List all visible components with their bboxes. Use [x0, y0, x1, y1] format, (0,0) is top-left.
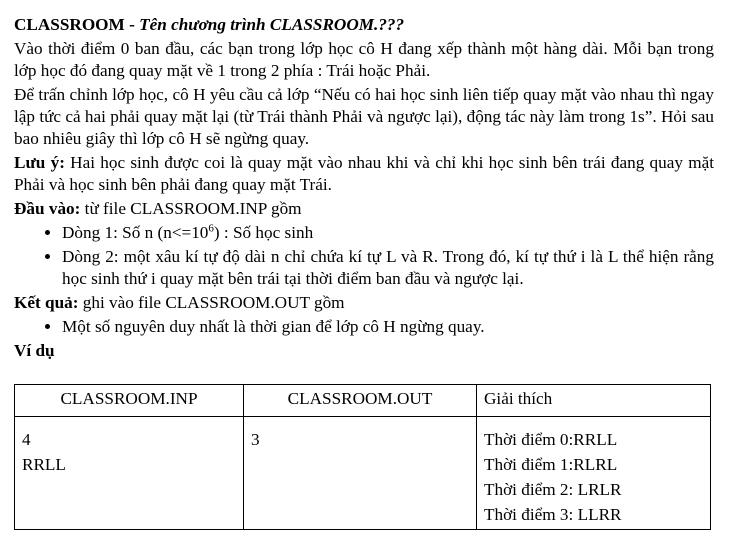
problem-title [14, 14, 714, 36]
explain-line-1: Thời điểm 0:RRLL [484, 430, 618, 449]
inp-line-2: RRLL [22, 455, 66, 474]
header-explain: Giải thích [477, 385, 711, 417]
problem-name: Tên chương trình CLASSROOM.??? [139, 15, 405, 34]
header-inp: CLASSROOM.INP [15, 385, 244, 417]
inp-line-1: 4 [22, 430, 31, 449]
output-list [14, 316, 714, 338]
explain-line-3: Thời điểm 2: LRLR [484, 480, 622, 499]
explain-line-4: Thời điểm 3: LLRR [484, 505, 622, 524]
input-line-1-post: ) : Số học sinh [213, 223, 314, 242]
input-line-2: • Dòng 2: một xâu kí tự độ dài n chỉ chứa kí tự L và R. Trong đó, kí tự thứ i là L thể hiện rằng học sinh thứ i quay mặt bên trái tại thời điểm ban đầu và ngược lại. [62, 246, 714, 290]
output-text: ghi vào file CLASSROOM.OUT gồm [78, 293, 345, 312]
example-heading: Ví dụ [14, 341, 55, 360]
input-text: từ file CLASSROOM.INP gồm [80, 199, 302, 218]
example-header-row [15, 385, 711, 417]
input-line-1 [62, 222, 714, 244]
input-line-1-exp: 6 [208, 222, 214, 235]
explain-line-2: Thời điểm 1:RLRL [484, 455, 618, 474]
intro-paragraph: Vào thời điểm 0 ban đầu, các bạn trong lớp học cô H đang xếp thành một hàng dài. Mỗi bạn trong lớp học đó đang quay mặt về 1 trong 2 phía : Trái hoặc Phải. [14, 39, 714, 80]
out-line-1: 3 [251, 430, 260, 449]
output-heading [14, 292, 714, 314]
header-out: CLASSROOM.OUT [244, 385, 477, 417]
example-explain-cell [477, 417, 711, 530]
note-text: Hai học sinh được coi là quay mặt vào nhau khi và chỉ khi học sinh bên trái đang quay mặt Phải và học sinh bên phải đang quay mặt Trái. [14, 153, 714, 194]
input-line-1-pre: Dòng 1: Số n (n<=10 [62, 223, 209, 242]
problem-statement [14, 14, 714, 362]
input-list [14, 222, 714, 290]
rule-paragraph: Để trấn chỉnh lớp học, cô H yêu cầu cả lớp “Nếu có hai học sinh liên tiếp quay mặt vào nhau thì ngay lập tức cả hai phải quay mặt lại (từ Trái thành Phải và ngược lại), động tác này làm trong 1s”. Hỏi sau bao nhiêu giây thì lớp cô H sẽ ngừng quay. [14, 85, 714, 148]
input-heading [14, 198, 714, 220]
input-label: Đầu vào: [14, 199, 81, 218]
example-out-cell [244, 417, 477, 530]
note-label: Lưu ý: [14, 153, 65, 172]
problem-code: CLASSROOM - [14, 15, 135, 34]
example-row [15, 417, 711, 530]
output-label: Kết quả: [14, 293, 79, 312]
example-table [14, 384, 711, 530]
note-paragraph [14, 152, 714, 196]
example-inp-cell [15, 417, 244, 530]
output-line-1: • Một số nguyên duy nhất là thời gian để lớp cô H ngừng quay. [62, 316, 714, 338]
